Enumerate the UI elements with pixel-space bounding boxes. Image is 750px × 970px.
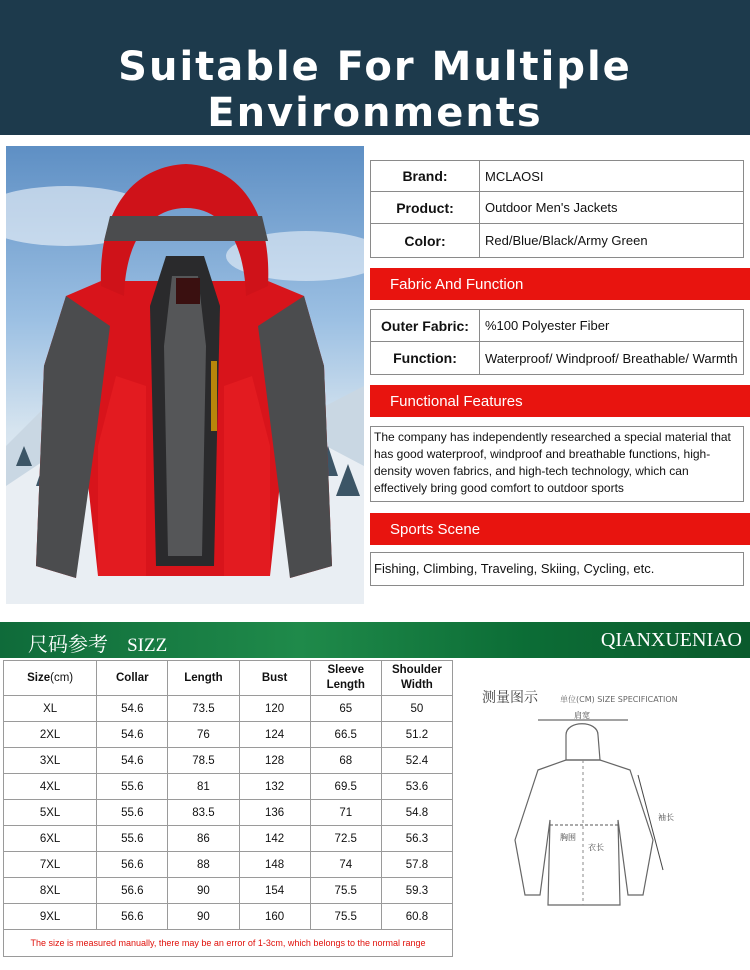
size-table-row bbox=[4, 878, 453, 904]
size-table-cell: 3XL bbox=[4, 748, 97, 774]
size-table-cell: 76 bbox=[168, 722, 239, 748]
measurement-diagram bbox=[468, 680, 748, 920]
size-table-cell: 4XL bbox=[4, 774, 97, 800]
size-table-cell: 55.6 bbox=[97, 800, 168, 826]
product-value: Outdoor Men's Jackets bbox=[485, 200, 618, 215]
size-table-cell: 142 bbox=[239, 826, 310, 852]
size-note: The size is measured manually, there may be an error of 1-3cm, which belongs to the normal range bbox=[4, 930, 453, 957]
size-table-cell: 56.3 bbox=[381, 826, 452, 852]
size-table-cell: 51.2 bbox=[381, 722, 452, 748]
spec-row-brand bbox=[370, 160, 744, 192]
size-table-row bbox=[4, 774, 453, 800]
function-value: Waterproof/ Windproof/ Breathable/ Warmth bbox=[485, 350, 738, 366]
size-table-cell: 160 bbox=[239, 904, 310, 930]
size-table-cell: 75.5 bbox=[310, 904, 381, 930]
brand-value: MCLAOSI bbox=[485, 168, 544, 184]
size-chart-bar bbox=[0, 622, 750, 658]
collar-header: Collar bbox=[97, 661, 168, 696]
size-table-row bbox=[4, 852, 453, 878]
size-table-cell: 56.6 bbox=[97, 878, 168, 904]
sleeve-length-header: Sleeve Length bbox=[310, 661, 381, 696]
size-table-cell: 78.5 bbox=[168, 748, 239, 774]
size-table-cell: 120 bbox=[239, 696, 310, 722]
size-table-cell: 60.8 bbox=[381, 904, 452, 930]
size-table-cell: 81 bbox=[168, 774, 239, 800]
size-table-cell: 136 bbox=[239, 800, 310, 826]
size-table-cell: 83.5 bbox=[168, 800, 239, 826]
size-table-cell: 9XL bbox=[4, 904, 97, 930]
size-table-cell: 88 bbox=[168, 852, 239, 878]
size-table-cell: 90 bbox=[168, 878, 239, 904]
features-heading: Functional Features bbox=[370, 385, 750, 417]
size-table-cell: 148 bbox=[239, 852, 310, 878]
size-table-cell: 57.8 bbox=[381, 852, 452, 878]
size-table-row bbox=[4, 800, 453, 826]
size-table-header bbox=[4, 661, 453, 696]
size-table-row bbox=[4, 696, 453, 722]
brand-label: Brand: bbox=[371, 161, 480, 191]
outer-fabric-label: Outer Fabric: bbox=[371, 310, 480, 341]
size-table-cell: 55.6 bbox=[97, 774, 168, 800]
size-table-cell: 90 bbox=[168, 904, 239, 930]
size-header: Size(cm) bbox=[4, 661, 97, 696]
chest-label: 胸围 bbox=[560, 833, 576, 842]
size-table-cell: 53.6 bbox=[381, 774, 452, 800]
size-table-cell: 54.8 bbox=[381, 800, 452, 826]
size-chart-title: 尺码参考 SIZZ bbox=[28, 632, 168, 656]
size-table-cell: 74 bbox=[310, 852, 381, 878]
size-table-cell: 75.5 bbox=[310, 878, 381, 904]
size-table-row bbox=[4, 904, 453, 930]
size-table-cell: 128 bbox=[239, 748, 310, 774]
length-label: 衣长 bbox=[588, 843, 604, 852]
header-banner bbox=[0, 0, 750, 135]
spec-row-outer-fabric bbox=[370, 309, 744, 342]
banner-title: Suitable For Multiple Environments bbox=[118, 44, 632, 136]
size-table-cell: 8XL bbox=[4, 878, 97, 904]
features-text: The company has independently researched a special material that has good waterproof, windproof and breathable functions, high-density woven fabrics, and high-tech technology, which can effectively bring good comfort to outdoor sports bbox=[370, 426, 744, 502]
size-table-cell: 56.6 bbox=[97, 852, 168, 878]
product-label: Product: bbox=[371, 192, 480, 223]
spec-row-product bbox=[370, 192, 744, 224]
size-table-cell: 68 bbox=[310, 748, 381, 774]
fabric-heading: Fabric And Function bbox=[370, 268, 750, 300]
color-value: Red/Blue/Black/Army Green bbox=[485, 233, 648, 248]
size-table bbox=[3, 660, 453, 957]
sleeve-label: 袖长 bbox=[658, 813, 674, 822]
size-table-cell: 6XL bbox=[4, 826, 97, 852]
spec-row-color bbox=[370, 224, 744, 258]
size-table-cell: 5XL bbox=[4, 800, 97, 826]
diagram-title: 测量图示 bbox=[482, 690, 538, 706]
outer-fabric-value: %100 Polyester Fiber bbox=[485, 318, 610, 333]
size-table-cell: 71 bbox=[310, 800, 381, 826]
size-table-cell: 2XL bbox=[4, 722, 97, 748]
size-table-cell: 69.5 bbox=[310, 774, 381, 800]
color-label: Color: bbox=[371, 224, 480, 257]
size-table-cell: 65 bbox=[310, 696, 381, 722]
size-table-cell: 59.3 bbox=[381, 878, 452, 904]
size-table-cell: 73.5 bbox=[168, 696, 239, 722]
size-table-cell: 55.6 bbox=[97, 826, 168, 852]
diagram-unit: 单位(CM) SIZE SPECIFICATION bbox=[560, 695, 678, 704]
size-table-cell: 66.5 bbox=[310, 722, 381, 748]
size-table-cell: 124 bbox=[239, 722, 310, 748]
jacket-illustration bbox=[6, 146, 364, 604]
size-table-cell: 72.5 bbox=[310, 826, 381, 852]
size-table-row bbox=[4, 826, 453, 852]
scene-heading: Sports Scene bbox=[370, 513, 750, 545]
size-table-cell: 52.4 bbox=[381, 748, 452, 774]
size-table-cell: 56.6 bbox=[97, 904, 168, 930]
bust-header: Bust bbox=[239, 661, 310, 696]
spec-row-function bbox=[370, 342, 744, 375]
size-table-cell: 7XL bbox=[4, 852, 97, 878]
length-header: Length bbox=[168, 661, 239, 696]
shoulder-width-header: Shoulder Width bbox=[381, 661, 452, 696]
shoulder-label: 肩宽 bbox=[574, 711, 590, 720]
size-table-cell: 54.6 bbox=[97, 722, 168, 748]
brand-name: QIANXUENIAO bbox=[600, 629, 742, 651]
size-table-row bbox=[4, 722, 453, 748]
size-table-cell: 154 bbox=[239, 878, 310, 904]
scene-text: Fishing, Climbing, Traveling, Skiing, Cycling, etc. bbox=[370, 552, 744, 586]
size-table-row bbox=[4, 748, 453, 774]
size-table-cell: 132 bbox=[239, 774, 310, 800]
function-label: Function: bbox=[371, 342, 480, 374]
size-table-cell: 86 bbox=[168, 826, 239, 852]
size-table-cell: 54.6 bbox=[97, 748, 168, 774]
size-table-cell: XL bbox=[4, 696, 97, 722]
product-photo bbox=[6, 146, 364, 604]
size-table-cell: 50 bbox=[381, 696, 452, 722]
size-table-cell: 54.6 bbox=[97, 696, 168, 722]
